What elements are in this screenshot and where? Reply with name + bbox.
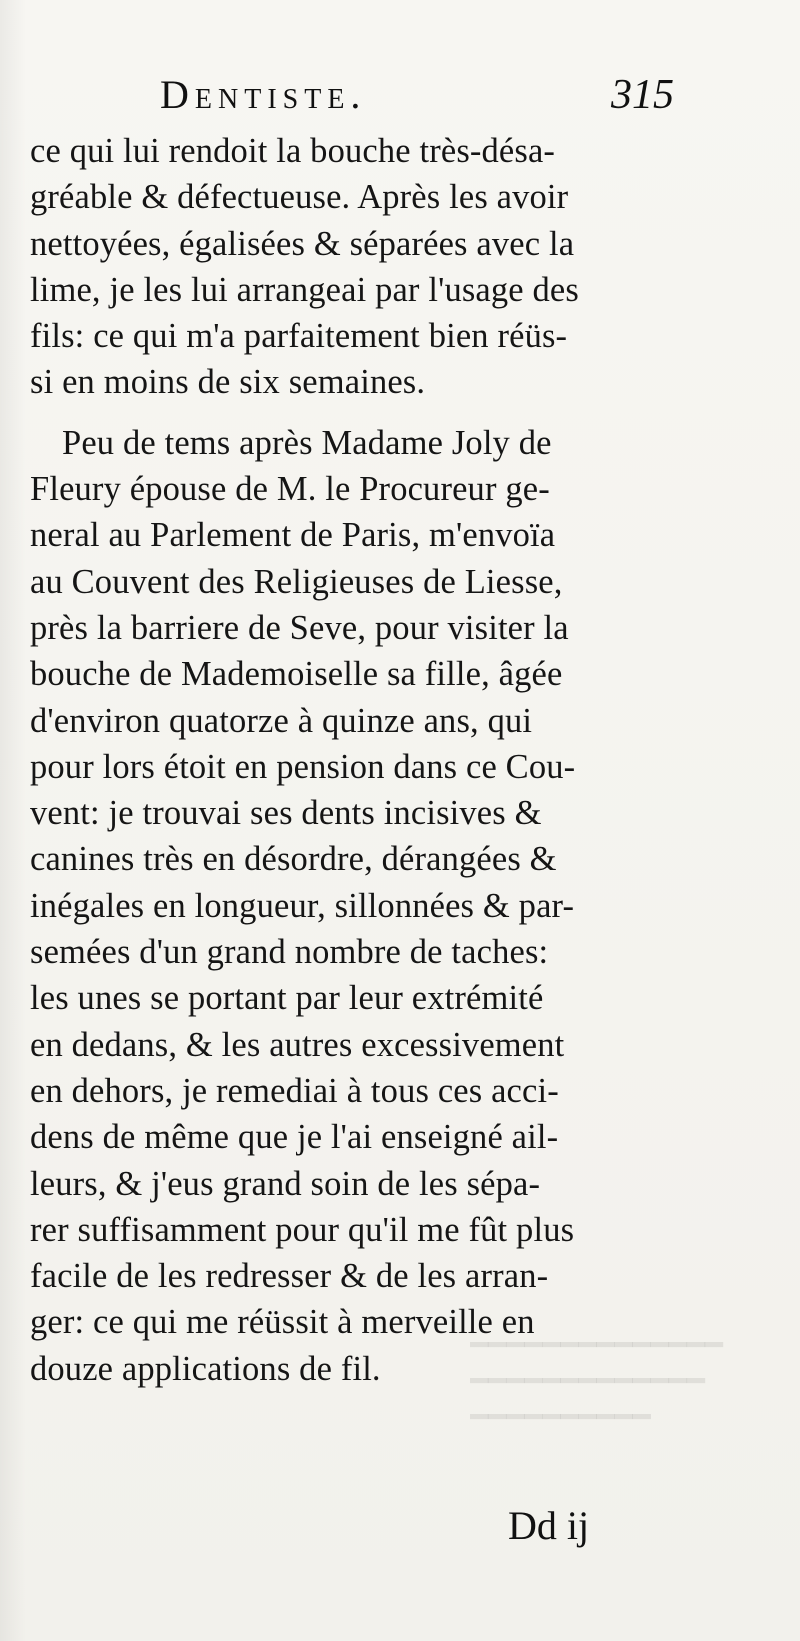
text-line: si en moins de six semaines.: [30, 363, 426, 402]
text-line: en dehors, je remediai à tous ces acci-: [30, 1071, 559, 1110]
text-line: dens de même que je l'ai enseigné ail-: [30, 1118, 559, 1157]
text-line: gréable & défectueuse. Après les avoir: [30, 178, 569, 217]
text-line: pour lors étoit en pension dans ce Cou-: [30, 747, 576, 786]
text-line: les unes se portant par leur extrémité: [30, 979, 544, 1018]
text-line: canines très en désordre, dérangées &: [30, 840, 557, 879]
text-line: Fleury épouse de M. le Procureur ge-: [30, 470, 550, 509]
text-line: vent: je trouvai ses dents incisives &: [30, 794, 542, 833]
text-line: lime, je les lui arrangeai par l'usage des: [30, 270, 579, 309]
running-title: Dentiste.: [160, 72, 367, 117]
text-line: rer suffisamment pour qu'il me fût plus: [30, 1210, 575, 1249]
text-line: bouche de Mademoiselle sa fille, âgée: [30, 655, 563, 694]
paragraph-gap: [30, 406, 676, 420]
page-number: 315: [611, 72, 674, 118]
text-line: d'environ quatorze à quinze ans, qui: [30, 701, 533, 740]
text-line: ger: ce qui me réüssit à merveille en: [30, 1303, 535, 1342]
text-line: douze applications de fil.: [30, 1349, 381, 1388]
bleed-through-text: ━━━━━━━━━━━━━━ ━━━━━━━━━━━━━ ━━━━━━━━━━: [470, 1328, 723, 1435]
text-line: au Couvent des Religieuses de Liesse,: [30, 562, 563, 601]
text-line: ce qui lui rendoit la bouche très-désa-: [30, 132, 556, 170]
text-line: inégales en longueur, sillonnées & par-: [30, 886, 575, 925]
page-header: [34, 70, 674, 120]
text-line: en dedans, & les autres excessivement: [30, 1025, 565, 1064]
text-line: neral au Parlement de Paris, m'envoïa: [30, 516, 556, 555]
text-line: leurs, & j'eus grand soin de les sépa-: [30, 1164, 541, 1203]
body-text: [30, 128, 676, 1392]
signature-mark: Dd ij: [508, 1503, 590, 1548]
text-line: fils: ce qui m'a parfaitement bien réüs-: [30, 317, 568, 356]
text-line: près la barriere de Seve, pour visiter la: [30, 608, 569, 647]
text-line: facile de les redresser & de les arran-: [30, 1257, 549, 1296]
text-line: Peu de tems après Madame Joly de: [62, 423, 552, 462]
text-line: nettoyées, égalisées & séparées avec la: [30, 224, 575, 263]
text-line: semées d'un grand nombre de taches:: [30, 933, 549, 972]
